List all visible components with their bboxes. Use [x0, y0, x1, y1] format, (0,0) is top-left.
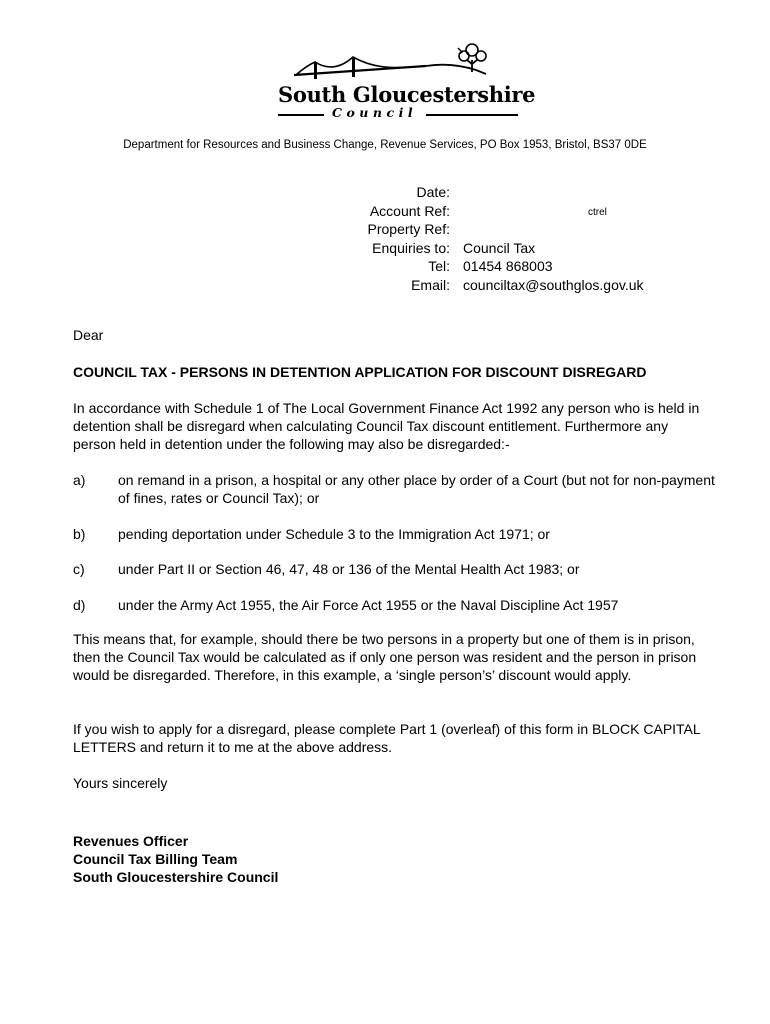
list-item-text: under the Army Act 1955, the Air Force Act 1955 or the Naval Discipline Act 1957	[118, 597, 619, 613]
council-logo	[276, 42, 536, 122]
list-item-letter: c)	[73, 561, 85, 577]
signature-title: Revenues Officer	[73, 833, 189, 849]
signature-block	[73, 832, 278, 886]
tel-value: 01454 868003	[463, 258, 553, 275]
logo-name: South Gloucestershire	[278, 82, 536, 107]
bridge-and-tree-icon	[276, 42, 526, 84]
list-item-text: under Part II or Section 46, 47, 48 or 136 of the Mental Health Act 1983; or	[118, 561, 580, 577]
list-item-letter: d)	[73, 597, 86, 613]
property-ref-value	[463, 220, 644, 239]
reference-labels	[368, 183, 450, 295]
closing: Yours sincerely	[73, 775, 168, 791]
instruction-paragraph: If you wish to apply for a disregard, please complete Part 1 (overleaf) of this form in BLOCK CAPITAL LETTERS and return it to me at the above address.	[73, 721, 701, 755]
enquiries-value: Council Tax	[463, 239, 536, 256]
list-item-letter: b)	[73, 526, 86, 542]
date-label: Date:	[416, 184, 450, 200]
list-item-text: on remand in a prison, a hospital or any other place by order of a Court (but not for non-payment of fines, rates or Council Tax); or	[118, 472, 715, 506]
example-paragraph: This means that, for example, should there be two persons in a property but one of them is in prison, then the Council Tax would be calculated as if only one person was resident and the person in prison would be disregarded. Therefore, in this example, a ‘single person’s’ discount would apply.	[73, 631, 697, 683]
department-line: Department for Resources and Business Change, Revenue Services, PO Box 1953, Bristol, BS37 0DE	[123, 139, 647, 151]
signature-team: Council Tax Billing Team	[73, 851, 238, 867]
list-item-letter: a)	[73, 472, 86, 488]
reference-values	[463, 183, 644, 295]
enquiries-label: Enquiries to:	[372, 239, 450, 256]
account-ref-value	[463, 202, 644, 221]
intro-paragraph: In accordance with Schedule 1 of The Local Government Finance Act 1992 any person who is held in detention shall be disregard when calculating Council Tax discount entitlement. Furthermore any person held in detention under the following may also be disregarded:-	[73, 400, 700, 452]
tel-label: Tel:	[428, 258, 450, 275]
ctrl-code: ctrel	[588, 207, 607, 218]
signature-organisation: South Gloucestershire Council	[73, 869, 279, 885]
date-value	[463, 183, 644, 202]
logo-subtitle: Council	[332, 105, 418, 120]
logo-rule-left	[278, 114, 324, 116]
email-label: Email:	[411, 276, 450, 293]
account-ref-label: Account Ref:	[369, 202, 450, 219]
letter-heading: COUNCIL TAX - PERSONS IN DETENTION APPLICATION FOR DISCOUNT DISREGARD	[73, 364, 647, 380]
list-item-text: pending deportation under Schedule 3 to the Immigration Act 1971; or	[118, 526, 550, 542]
salutation: Dear	[73, 327, 104, 343]
logo-rule-right	[426, 114, 518, 116]
property-ref-label: Property Ref:	[367, 221, 450, 238]
email-value: counciltax@southglos.gov.uk	[463, 276, 644, 293]
